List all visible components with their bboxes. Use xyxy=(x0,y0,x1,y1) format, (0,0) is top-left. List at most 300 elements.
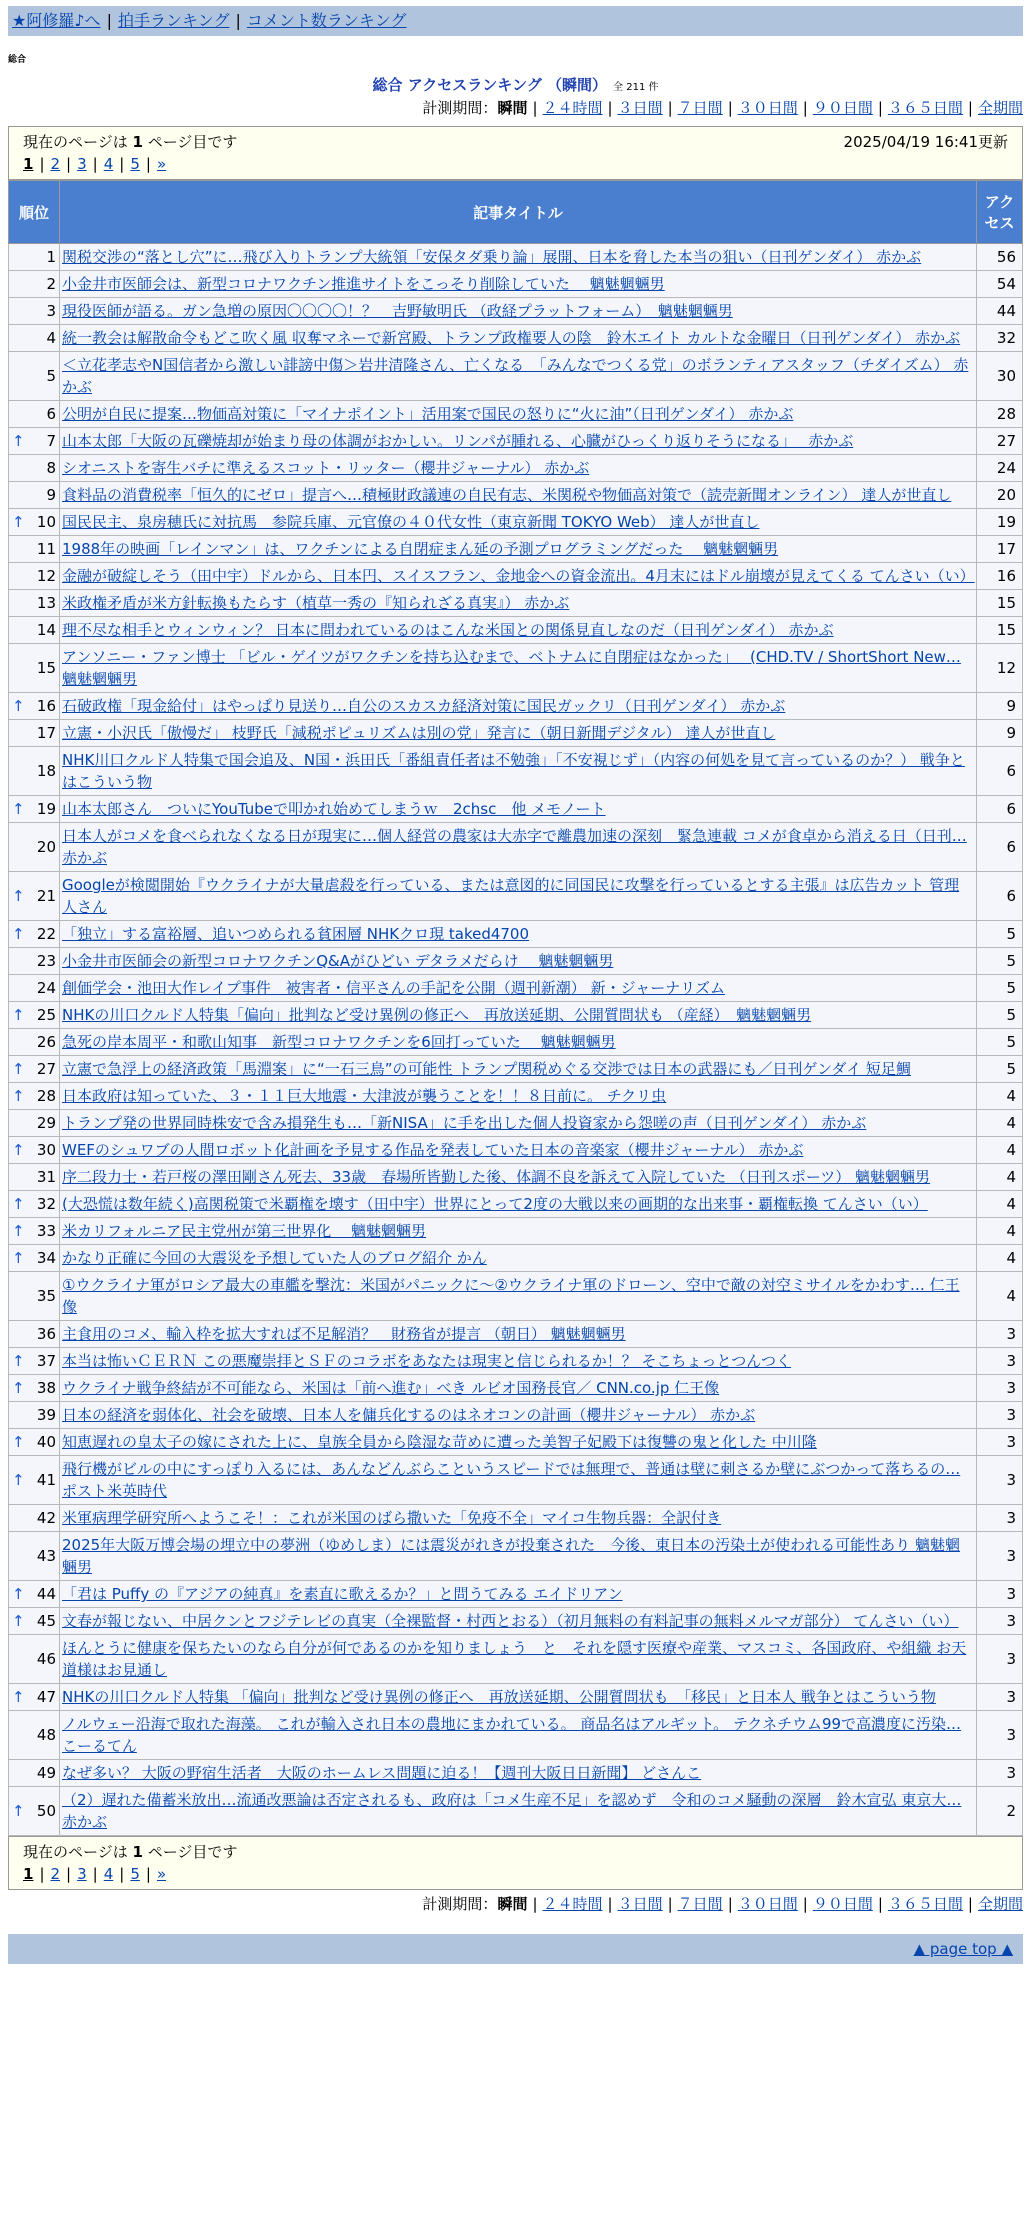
table-row xyxy=(9,1375,1023,1402)
table-row xyxy=(9,590,1023,617)
rank-cell xyxy=(9,352,60,401)
access-count: 32 xyxy=(977,325,1023,352)
rank-cell xyxy=(9,1191,60,1218)
rank-number: 50 xyxy=(36,1802,56,1820)
article-link[interactable]: 主食用のコメ、輸入枠を拡大すれば不足解消？ 財務省が提言 （朝日） 魑魅魍魎男 xyxy=(62,1325,626,1343)
article-link[interactable]: NHKの川口クルド人特集「偏向」批判など受け異例の修正へ 再放送延期、公開質問状も （産経） 魑魅魍魎男 xyxy=(62,1006,812,1024)
rank-number: 6 xyxy=(46,405,56,423)
title-cell xyxy=(60,796,977,823)
table-row xyxy=(9,1532,1023,1581)
table-row xyxy=(9,1164,1023,1191)
table-row xyxy=(9,563,1023,590)
title-cell xyxy=(60,872,977,921)
rank-cell xyxy=(9,298,60,325)
table-row xyxy=(9,536,1023,563)
table-row xyxy=(9,1056,1023,1083)
rank-cell xyxy=(9,1375,60,1402)
article-link[interactable]: 1988年の映画「レインマン」は、ワクチンによる自閉症まん延の予測プログラミングだった 魑魅魍魎男 xyxy=(62,540,779,558)
separator: | xyxy=(106,11,112,30)
access-count: 3 xyxy=(977,1532,1023,1581)
access-count: 17 xyxy=(977,536,1023,563)
title-cell xyxy=(60,1137,977,1164)
table-row xyxy=(9,872,1023,921)
column-header-access: アクセス xyxy=(977,181,1023,244)
article-link[interactable]: 序二段力士・若戸桜の澤田剛さん死去、33歳 春場所皆勤した後、体調不良を訴えて入院していた （日刊スポーツ） 魑魅魍魎男 xyxy=(62,1168,931,1186)
title-cell xyxy=(60,1083,977,1110)
access-count: 3 xyxy=(977,1760,1023,1787)
title-cell xyxy=(60,617,977,644)
title-cell xyxy=(60,482,977,509)
table-row xyxy=(9,1245,1023,1272)
access-count: 4 xyxy=(977,1272,1023,1321)
rank-up-arrow-icon: ↑ xyxy=(12,1585,25,1603)
rank-cell xyxy=(9,482,60,509)
rank-number: 8 xyxy=(46,459,56,477)
total-count: 全 211 件 xyxy=(613,82,659,93)
article-link[interactable]: 「独立」する富裕層、追いつめられる貧困層 NHKクロ現 taked4700 xyxy=(62,925,530,943)
rank-number: 46 xyxy=(36,1650,56,1668)
table-row xyxy=(9,823,1023,872)
rank-number: 48 xyxy=(36,1726,56,1744)
title-cell xyxy=(60,975,977,1002)
rank-cell xyxy=(9,720,60,747)
table-row xyxy=(9,1002,1023,1029)
article-link[interactable]: シオニストを寄生バチに準えるスコット・リッター（櫻井ジャーナル） 赤かぶ xyxy=(62,459,590,477)
title-cell xyxy=(60,1711,977,1760)
period-label: 計測期間： xyxy=(422,1895,498,1913)
rank-cell xyxy=(9,1505,60,1532)
rank-number: 24 xyxy=(36,979,56,997)
rank-up-arrow-icon: ↑ xyxy=(12,1141,25,1159)
table-row xyxy=(9,244,1023,271)
title-cell xyxy=(60,747,977,796)
title-cell xyxy=(60,644,977,693)
rank-cell xyxy=(9,617,60,644)
page-link-2[interactable]: 2 xyxy=(50,155,61,173)
article-link[interactable]: 2025年大阪万博会場の埋立中の夢洲（ゆめしま）には震災がれきが投棄された 今後、東日本の汚染土が使われる可能性あり 魑魅魍魎男 xyxy=(62,1536,960,1576)
period-current: 瞬間 xyxy=(497,99,528,117)
access-count: 24 xyxy=(977,455,1023,482)
table-row xyxy=(9,693,1023,720)
title-cell xyxy=(60,1321,977,1348)
rank-number: 19 xyxy=(36,800,56,818)
table-row xyxy=(9,1684,1023,1711)
title-cell xyxy=(60,948,977,975)
article-link[interactable]: 関税交渉の“落とし穴”に…飛び入りトランプ大統領「安保タダ乗り論」展開、日本を脅した本当の狙い（日刊ゲンダイ） 赤かぶ xyxy=(62,248,922,266)
title-cell xyxy=(60,298,977,325)
access-count: 30 xyxy=(977,352,1023,401)
nav-link-asyura[interactable]: ★阿修羅♪へ xyxy=(12,11,101,30)
nav-link-clap-ranking[interactable]: 拍手ランキング xyxy=(117,11,230,30)
article-link[interactable]: 日本政府は知っていた、３・１１巨大地震・大津波が襲うことを！！８日前に。 チクリ虫 xyxy=(62,1087,667,1105)
article-link[interactable]: アンソニー・ファン博士 「ビル・ゲイツがワクチンを持ち込むまで、ベトナムに自閉症はなかった」 (CHD.TV / ShortShort New… 魑魅魍魎男 xyxy=(62,648,961,688)
rank-up-arrow-icon: ↑ xyxy=(12,1612,25,1630)
rank-number: 35 xyxy=(36,1287,56,1305)
article-link[interactable]: 米政権矛盾が米方針転換もたらす（植草一秀の『知られざる真実』） 赤かぶ xyxy=(62,594,570,612)
rank-up-arrow-icon: ↑ xyxy=(12,1802,25,1820)
rank-number: 41 xyxy=(36,1471,56,1489)
table-row xyxy=(9,352,1023,401)
access-count: 3 xyxy=(977,1505,1023,1532)
table-row xyxy=(9,1429,1023,1456)
access-count: 6 xyxy=(977,747,1023,796)
title-cell xyxy=(60,823,977,872)
access-count: 5 xyxy=(977,975,1023,1002)
table-row xyxy=(9,1218,1023,1245)
title-cell xyxy=(60,720,977,747)
rank-cell xyxy=(9,509,60,536)
title-cell xyxy=(60,1218,977,1245)
rank-cell xyxy=(9,1002,60,1029)
table-row xyxy=(9,1110,1023,1137)
rank-cell xyxy=(9,1245,60,1272)
title-cell xyxy=(60,1760,977,1787)
rank-cell xyxy=(9,1056,60,1083)
rank-number: 40 xyxy=(36,1433,56,1451)
top-navigation xyxy=(8,6,1023,36)
title-cell xyxy=(60,1787,977,1836)
article-link[interactable]: 米軍病理学研究所へようこそ！：これが米国のばら撒いた「免疫不全」マイコ生物兵器：全訳付き xyxy=(62,1509,722,1527)
title-cell xyxy=(60,1191,977,1218)
period-7d[interactable]: ７日間 xyxy=(677,1895,723,1913)
article-link[interactable]: ＜立花孝志やN国信者から激しい誹謗中傷＞岩井清隆さん、亡くなる 「みんなでつくる党」のボランティアスタッフ（チダイズム） 赤かぶ xyxy=(62,356,969,396)
title-cell xyxy=(60,325,977,352)
page-link-4[interactable]: 4 xyxy=(103,1865,114,1883)
access-count: 4 xyxy=(977,1137,1023,1164)
article-link[interactable]: 創価学会・池田大作レイプ事件 被害者・信平さんの手記を公開（週刊新潮） 新・ジャーナリズム xyxy=(62,979,725,997)
rank-number: 26 xyxy=(36,1033,56,1051)
rank-number: 32 xyxy=(36,1195,56,1213)
rank-number: 45 xyxy=(36,1612,56,1630)
rank-up-arrow-icon: ↑ xyxy=(12,1249,25,1267)
period-30d[interactable]: ３０日間 xyxy=(737,99,798,117)
pager-box-top xyxy=(8,126,1023,180)
rank-number: 17 xyxy=(36,724,56,742)
article-link[interactable]: 米カリフォルニア民主党州が第三世界化 魑魅魍魎男 xyxy=(62,1222,427,1240)
page-link-5[interactable]: 5 xyxy=(130,155,140,173)
rank-cell xyxy=(9,1321,60,1348)
article-link[interactable]: 立憲・小沢氏「傲慢だ」 枝野氏「減税ポピュリズムは別の党」発言に（朝日新聞デジタル） 達人が世直し xyxy=(62,724,776,742)
rank-number: 29 xyxy=(36,1114,56,1132)
rank-up-arrow-icon: ↑ xyxy=(12,1379,25,1397)
title-cell xyxy=(60,1684,977,1711)
table-row xyxy=(9,921,1023,948)
access-count: 4 xyxy=(977,1218,1023,1245)
title-cell xyxy=(60,401,977,428)
period-3d[interactable]: ３日間 xyxy=(617,1895,663,1913)
rank-number: 36 xyxy=(36,1325,56,1343)
page-link-5[interactable]: 5 xyxy=(130,1865,140,1883)
rank-number: 11 xyxy=(36,540,56,558)
rank-number: 33 xyxy=(36,1222,56,1240)
rank-cell xyxy=(9,1137,60,1164)
table-row xyxy=(9,428,1023,455)
table-row xyxy=(9,1272,1023,1321)
page-link-4[interactable]: 4 xyxy=(103,155,114,173)
article-link[interactable]: 現役医師が語る。ガン急増の原因〇〇〇〇！？ 吉野敏明氏 （政経プラットフォーム） 魑魅魍魎男 xyxy=(62,302,733,320)
page-link-3[interactable]: 3 xyxy=(77,1865,87,1883)
period-7d[interactable]: ７日間 xyxy=(677,99,723,117)
access-count: 3 xyxy=(977,1608,1023,1635)
access-count: 4 xyxy=(977,1191,1023,1218)
article-link[interactable]: 国民民主、泉房穂氏に対抗馬 参院兵庫、元官僚の４０代女性（東京新聞 TOKYO Web） 達人が世直し xyxy=(62,513,760,531)
access-count: 3 xyxy=(977,1684,1023,1711)
rank-cell xyxy=(9,644,60,693)
rank-cell xyxy=(9,747,60,796)
rank-number: 18 xyxy=(36,762,56,780)
article-link[interactable]: トランプ発の世界同時株安で含み損発生も…「新NISA」に手を出した個人投資家から怨嗟の声（日刊ゲンダイ） 赤かぶ xyxy=(62,1114,867,1132)
table-row xyxy=(9,617,1023,644)
rank-cell xyxy=(9,1272,60,1321)
rank-number: 27 xyxy=(36,1060,56,1078)
rank-number: 28 xyxy=(36,1087,56,1105)
access-count: 3 xyxy=(977,1581,1023,1608)
rank-number: 31 xyxy=(36,1168,56,1186)
rank-cell xyxy=(9,1787,60,1836)
rank-up-arrow-icon: ↑ xyxy=(12,1471,25,1489)
rank-number: 16 xyxy=(36,697,56,715)
table-row xyxy=(9,455,1023,482)
rank-cell xyxy=(9,1608,60,1635)
table-row xyxy=(9,401,1023,428)
period-all[interactable]: 全期間 xyxy=(977,1895,1023,1913)
period-90d[interactable]: ９０日間 xyxy=(812,99,873,117)
access-count: 3 xyxy=(977,1375,1023,1402)
title-cell xyxy=(60,1348,977,1375)
article-link[interactable]: 日本人がコメを食べられなくなる日が現実に…個人経営の農家は大赤字で離農加速の深刻 緊急連載 コメが食卓から消える日（日刊… 赤かぶ xyxy=(62,827,967,867)
table-row xyxy=(9,1608,1023,1635)
rank-number: 7 xyxy=(46,432,56,450)
access-count: 3 xyxy=(977,1456,1023,1505)
title-cell xyxy=(60,1272,977,1321)
access-count: 9 xyxy=(977,720,1023,747)
article-link[interactable]: (大恐慌は数年続く)高関税策で米覇権を壊す（田中宇）世界にとって2度の大戦以来の画期的な出来事・覇権転換 てんさい（い） xyxy=(62,1195,928,1213)
access-count: 9 xyxy=(977,693,1023,720)
rank-cell xyxy=(9,1164,60,1191)
article-link[interactable]: 小金井市医師会の新型コロナワクチンQ&Aがひどい デタラメだらけ 魑魅魍魎男 xyxy=(62,952,614,970)
rank-up-arrow-icon: ↑ xyxy=(12,1688,25,1706)
rank-number: 13 xyxy=(36,594,56,612)
rank-cell xyxy=(9,271,60,298)
article-link[interactable]: NHKの川口クルド人特集 「偏向」批判など受け異例の修正へ 再放送延期、公開質問状も 「移民」と日本人 戦争とはこういう物 xyxy=(62,1688,936,1706)
access-count: 56 xyxy=(977,244,1023,271)
access-count: 12 xyxy=(977,644,1023,693)
article-link[interactable]: 日本の経済を弱体化、社会を破壊、日本人を傭兵化するのはネオコンの計画（櫻井ジャーナル） 赤かぶ xyxy=(62,1406,756,1424)
rank-number: 2 xyxy=(46,275,56,293)
article-link[interactable]: 急死の岸本周平・和歌山知事 新型コロナワクチンを6回打っていた 魑魅魍魎男 xyxy=(62,1033,616,1051)
period-30d[interactable]: ３０日間 xyxy=(737,1895,798,1913)
pagination: 1 | 2 | 3 | 4 | 5 | » xyxy=(23,155,167,173)
table-row xyxy=(9,1083,1023,1110)
page-link-1[interactable]: 1 xyxy=(23,155,34,173)
rank-number: 30 xyxy=(36,1141,56,1159)
table-row xyxy=(9,1348,1023,1375)
separator: | xyxy=(235,11,241,30)
rank-cell xyxy=(9,823,60,872)
article-link[interactable]: 理不尽な相手とウィンウィン？ 日本に問われているのはこんな米国との関係見直しなのだ（日刊ゲンダイ） 赤かぶ xyxy=(62,621,834,639)
title-cell xyxy=(60,1056,977,1083)
table-row xyxy=(9,948,1023,975)
article-link[interactable]: 石破政権「現金給付」はやっぱり見送り…自公のスカスカ経済対策に国民ガックリ（日刊ゲンダイ） 赤かぶ xyxy=(62,697,786,715)
article-link[interactable]: ほんとうに健康を保ちたいのなら自分が何であるのかを知りましょう と それを隠す医療や産業、マスコミ、各国政府、や組織 お天道様はお見通し xyxy=(62,1639,967,1679)
rank-cell xyxy=(9,1348,60,1375)
period-current: 瞬間 xyxy=(497,1895,528,1913)
period-24h[interactable]: ２４時間 xyxy=(542,99,603,117)
rank-up-arrow-icon: ↑ xyxy=(12,800,25,818)
rank-cell xyxy=(9,1760,60,1787)
access-count: 3 xyxy=(977,1402,1023,1429)
page-top-link[interactable]: ▲ page top ▲ xyxy=(913,1940,1013,1958)
title-cell xyxy=(60,1164,977,1191)
rank-cell xyxy=(9,536,60,563)
article-link[interactable]: 立憲で急浮上の経済政策「馬淵案」に“一石三鳥”の可能性 トランプ関税めぐる交渉では日本の武器にも／日刊ゲンダイ 短足鯛 xyxy=(62,1060,911,1078)
title-cell xyxy=(60,590,977,617)
title-cell xyxy=(60,455,977,482)
rank-cell xyxy=(9,563,60,590)
article-link[interactable]: WEFのシュワブの人間ロボット化計画を予見する作品を発表していた日本の音楽家（櫻井ジャーナル） 赤かぶ xyxy=(62,1141,804,1159)
access-count: 28 xyxy=(977,401,1023,428)
rank-number: 21 xyxy=(36,887,56,905)
article-link[interactable]: Googleが検閲開始『ウクライナが大量虐殺を行っている、または意図的に同国民に攻撃を行っているとする主張』は広告カット 管理人さん xyxy=(62,876,960,916)
table-row xyxy=(9,747,1023,796)
article-link[interactable]: 文春が報じない、中居クンとフジテレビの真実（全裸監督・村西とおる）（初月無料の有料記事の無料メルマガ部分） てんさい（い） xyxy=(62,1612,959,1630)
title-cell xyxy=(60,1635,977,1684)
table-row xyxy=(9,644,1023,693)
rank-number: 44 xyxy=(36,1585,56,1603)
rank-number: 5 xyxy=(46,367,56,385)
title-cell xyxy=(60,1375,977,1402)
rank-cell xyxy=(9,455,60,482)
article-link[interactable]: 知恵遅れの皇太子の嫁にされた上に、皇族全員から陰湿な苛めに遭った美智子妃殿下は復讐の鬼と化した 中川隆 xyxy=(62,1433,817,1451)
article-link[interactable]: 飛行機がビルの中にすっぽり入るには、あんなどんぶらこというスピードでは無理で、普通は壁に刺さるか壁にぶつかって落ちるの… ポスト米英時代 xyxy=(62,1460,961,1500)
footer-bar xyxy=(8,1934,1023,1964)
article-link[interactable]: （2）遅れた備蓄米放出…流通改悪論は否定されるも、政府は「コメ生産不足」を認めず 令和のコメ騒動の深層 鈴木宣弘 東京大… 赤かぶ xyxy=(62,1791,962,1831)
title-cell xyxy=(60,352,977,401)
page-title: 総合 アクセスランキング （瞬間） xyxy=(372,76,608,94)
period-3d[interactable]: ３日間 xyxy=(617,99,663,117)
article-link[interactable]: ウクライナ戦争終結が不可能なら、米国は「前へ進む」べき ルビオ国務長官／ CNN.co.jp 仁王像 xyxy=(62,1379,720,1397)
period-365d[interactable]: ３６５日間 xyxy=(887,1895,963,1913)
article-link[interactable]: NHK川口クルド人特集で国会追及、N国・浜田氏「番組責任者は不勉強」「不安視じず」（内容の何処を見て言っているのか？） 戦争とはこういう物 xyxy=(62,751,965,791)
rank-up-arrow-icon: ↑ xyxy=(12,432,25,450)
article-link[interactable]: かなり正確に今回の大震災を予想していた人のブログ紹介 かん xyxy=(62,1249,487,1267)
period-90d[interactable]: ９０日間 xyxy=(812,1895,873,1913)
article-link[interactable]: なぜ多い？ 大阪の野宿生活者 大阪のホームレス問題に迫る！【週刊大阪日日新聞】 どさんこ xyxy=(62,1764,702,1782)
table-row xyxy=(9,1505,1023,1532)
page-link-1[interactable]: 1 xyxy=(23,1865,34,1883)
table-row xyxy=(9,796,1023,823)
title-cell xyxy=(60,1505,977,1532)
title-cell xyxy=(60,1402,977,1429)
page-next-link[interactable]: » xyxy=(156,155,167,173)
column-header-rank: 順位 xyxy=(9,181,60,244)
pagination: 1 | 2 | 3 | 4 | 5 | » xyxy=(23,1865,167,1883)
table-row xyxy=(9,1321,1023,1348)
rank-number: 43 xyxy=(36,1547,56,1565)
article-link[interactable]: 「君は Puffy の『アジアの純真』を素直に歌えるか？」と問うてみる エイドリアン xyxy=(62,1585,623,1603)
page-next-link[interactable]: » xyxy=(156,1865,167,1883)
rank-number: 47 xyxy=(36,1688,56,1706)
rank-number: 22 xyxy=(36,925,56,943)
article-link[interactable]: 山本太郎「大阪の瓦礫焼却が始まり母の体調がおかしい。リンパが腫れる、心臓がひっくり返りそうになる」 赤かぶ xyxy=(62,432,854,450)
rank-number: 14 xyxy=(36,621,56,639)
period-365d[interactable]: ３６５日間 xyxy=(887,99,963,117)
column-header-title: 記事タイトル xyxy=(60,181,977,244)
rank-number: 39 xyxy=(36,1406,56,1424)
access-count: 4 xyxy=(977,1110,1023,1137)
table-row xyxy=(9,1029,1023,1056)
rank-up-arrow-icon: ↑ xyxy=(12,925,25,943)
access-count: 6 xyxy=(977,872,1023,921)
rank-number: 34 xyxy=(36,1249,56,1267)
article-link[interactable]: 金融が破綻しそう（田中宇）ドルから、日本円、スイスフラン、金地金への資金流出。4月末にはドル崩壊が見えてくる てんさい（い） xyxy=(62,567,975,585)
table-row xyxy=(9,720,1023,747)
rank-number: 15 xyxy=(36,659,56,677)
table-row xyxy=(9,1581,1023,1608)
period-all[interactable]: 全期間 xyxy=(977,99,1023,117)
rank-up-arrow-icon: ↑ xyxy=(12,1222,25,1240)
rank-number: 1 xyxy=(46,248,56,266)
current-page-text: 現在のページは 1 ページ目です xyxy=(23,1843,238,1861)
article-link[interactable]: 山本太郎さん ついにYouTubeで叩かれ始めてしまうｗ 2chsc 他 メモノート xyxy=(62,800,606,818)
article-link[interactable]: 食料品の消費税率「恒久的にゼロ」提言へ…積極財政議連の自民有志、米関税や物価高対策で（読売新聞オンライン） 達人が世直し xyxy=(62,486,952,504)
access-count: 19 xyxy=(977,509,1023,536)
article-link[interactable]: 公明が自民に提案…物価高対策に「マイナポイント」活用案で国民の怒りに“火に油”（日刊ゲンダイ） 赤かぶ xyxy=(62,405,794,423)
article-link[interactable]: 本当は怖いＣＥＲＮ この悪魔崇拝とＳＦのコラボをあなたは現実と信じられるか！？ そこちょっとつんつく xyxy=(62,1352,791,1370)
title-cell xyxy=(60,536,977,563)
article-link[interactable]: ①ウクライナ軍がロシア最大の車艦を撃沈：米国がパニックに～②ウクライナ軍のドローン、空中で敵の対空ミサイルをかわす… 仁王像 xyxy=(62,1276,960,1316)
rank-cell xyxy=(9,1581,60,1608)
access-count: 3 xyxy=(977,1635,1023,1684)
access-count: 44 xyxy=(977,298,1023,325)
title-cell xyxy=(60,693,977,720)
access-count: 15 xyxy=(977,617,1023,644)
rank-cell xyxy=(9,1711,60,1760)
rank-up-arrow-icon: ↑ xyxy=(12,1006,25,1024)
rank-cell xyxy=(9,693,60,720)
rank-up-arrow-icon: ↑ xyxy=(12,887,25,905)
ranking-table xyxy=(8,180,1023,1836)
article-link[interactable]: ノルウェー沿海で取れた海藻。 これが輸入され日本の農地にまかれている。 商品名はアルギット。 テクネチウム99で高濃度に汚染… こーるてん xyxy=(62,1715,962,1755)
article-link[interactable]: 統一教会は解散命令もどこ吹く風 収奪マネーで新宮殿、トランプ政権要人の陰 鈴木エイト カルトな金曜日（日刊ゲンダイ） 赤かぶ xyxy=(62,329,961,347)
rank-number: 3 xyxy=(46,302,56,320)
table-row xyxy=(9,1191,1023,1218)
access-count: 3 xyxy=(977,1348,1023,1375)
rank-cell xyxy=(9,1456,60,1505)
title-cell xyxy=(60,1029,977,1056)
title-cell xyxy=(60,1245,977,1272)
access-count: 5 xyxy=(977,1029,1023,1056)
title-cell xyxy=(60,244,977,271)
article-link[interactable]: 小金井市医師会は、新型コロナワクチン推進サイトをこっそり削除していた 魑魅魍魎男 xyxy=(62,275,665,293)
rank-number: 25 xyxy=(36,1006,56,1024)
table-row xyxy=(9,509,1023,536)
table-row xyxy=(9,1711,1023,1760)
access-count: 5 xyxy=(977,948,1023,975)
period-label: 計測期間： xyxy=(422,99,498,117)
table-row xyxy=(9,1402,1023,1429)
rank-up-arrow-icon: ↑ xyxy=(12,1087,25,1105)
rank-number: 9 xyxy=(46,486,56,504)
pager-box-bottom xyxy=(8,1836,1023,1890)
page-link-3[interactable]: 3 xyxy=(77,155,87,173)
rank-number: 38 xyxy=(36,1379,56,1397)
page-link-2[interactable]: 2 xyxy=(50,1865,61,1883)
period-24h[interactable]: ２４時間 xyxy=(542,1895,603,1913)
rank-cell xyxy=(9,948,60,975)
nav-link-comment-ranking[interactable]: コメント数ランキング xyxy=(246,11,407,30)
rank-number: 4 xyxy=(46,329,56,347)
